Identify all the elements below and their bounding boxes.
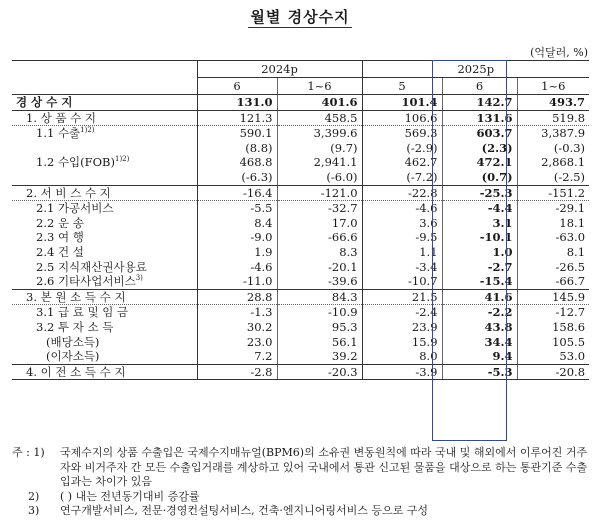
cell-value: -20.8 [517,364,589,380]
cell-value: 458.5 [277,110,362,126]
row-label-text: 1. 상 품 수 지 [26,110,97,125]
cell-value: -5.5 [197,201,277,216]
row-label [12,110,197,126]
cell-value: 569.3 [362,126,442,141]
cell-value: (2.3) [442,141,517,156]
period-header: 1~6 [277,78,362,95]
cell-value: 8.0 [362,349,442,364]
row-label [12,126,197,141]
cell-value: 519.8 [517,110,589,126]
row-label [12,201,197,216]
cell-value: -66.7 [517,274,589,289]
cell-value: 41.6 [442,289,517,305]
cell-value: 8.1 [517,245,589,260]
cell-value: 462.7 [362,155,442,170]
cell-value: (-2.9) [362,141,442,156]
table-row [12,289,589,305]
cell-value: -26.5 [517,260,589,275]
cell-value: -15.4 [442,274,517,289]
cell-value: 23.0 [197,335,277,350]
cell-value: 3,399.6 [277,126,362,141]
current-account-table [12,60,589,380]
cell-value: 39.2 [277,349,362,364]
row-label [12,260,197,275]
cell-value: -4.6 [362,201,442,216]
cell-value: 34.4 [442,335,517,350]
cell-value: -2.4 [362,305,442,320]
footnotes [12,446,592,519]
cell-value: 1.1 [362,245,442,260]
table-row [12,260,589,275]
cell-value: -10.1 [442,230,517,245]
table-row [12,305,589,320]
cell-value: -20.1 [277,260,362,275]
row-label-text: (이자소득) [46,349,100,364]
row-label [12,170,197,185]
table-row [12,95,589,111]
period-header: 5 [362,78,442,95]
footnote-ref: 1)2) [115,155,130,164]
cell-value: 2,868.1 [517,155,589,170]
cell-value: 18.1 [517,216,589,231]
cell-value: 23.9 [362,320,442,335]
unit-label: (억달러, %) [530,46,588,59]
year-header: 2024p [197,61,362,78]
cell-value: -29.1 [517,201,589,216]
row-label-text: 1.1 수출 [36,126,81,141]
cell-value: 3.6 [362,216,442,231]
table-row [12,110,589,126]
table-row [12,216,589,231]
footnote-mark: 주 : 1) [12,446,45,459]
footnote-text: 국제수지의 상품 수출입은 국제수지매뉴얼(BPM6)의 소유권 변동원칙에 따라 국내 및 해외에서 이루어진 거주자와 비거주자 간 모든 수출입거래를 계상하고 있어 국내에서 통관 신고된 물품을 대상으로 하는 통관기준 수출입과는 차이가 있음 [60,446,588,488]
table-row [12,335,589,350]
header-row-periods [12,78,589,95]
row-label-text: 3. 본 원 소 득 수 지 [26,289,126,304]
cell-value: 17.0 [277,216,362,231]
footnote-mark: 2) [28,489,40,503]
cell-value: 56.1 [277,335,362,350]
table-row [12,320,589,335]
cell-value: -12.7 [517,305,589,320]
cell-value: 15.9 [362,335,442,350]
row-label [12,289,197,305]
cell-value: 21.5 [362,289,442,305]
cell-value: -63.0 [517,230,589,245]
cell-value: 468.8 [197,155,277,170]
table-row [12,170,589,185]
cell-value: -20.3 [277,364,362,380]
cell-value: -9.5 [362,230,442,245]
cell-value: 121.3 [197,110,277,126]
cell-value: -3.4 [362,260,442,275]
row-label-text: 4. 이 전 소 득 수 지 [26,364,126,379]
cell-value: 106.6 [362,110,442,126]
row-label [12,320,197,335]
table-row [12,274,589,289]
cell-value: -2.8 [197,364,277,380]
cell-value: 28.8 [197,289,277,305]
cell-value: -5.3 [442,364,517,380]
cell-value: 590.1 [197,126,277,141]
cell-value: 95.3 [277,320,362,335]
cell-value: (9.7) [277,141,362,156]
period-header: 6 [197,78,277,95]
cell-value: -39.6 [277,274,362,289]
row-label [12,141,197,156]
cell-value: -10.7 [362,274,442,289]
cell-value: (-0.3) [517,141,589,156]
row-label [12,364,197,380]
table-row [12,141,589,156]
cell-value: 3,387.9 [517,126,589,141]
footnote-mark: 3) [28,504,40,517]
cell-value: 2,941.1 [277,155,362,170]
footnote [12,504,592,519]
row-label-text: (배당소득) [46,334,100,349]
cell-value: -3.9 [362,364,442,380]
cell-value: -4.4 [442,201,517,216]
row-label-text: 2.2 운 송 [36,215,84,230]
footnote-text: 연구개발서비스, 전문·경영컨설팅서비스, 건축·엔지니어링서비스 등으로 구성 [60,504,429,517]
row-label [12,216,197,231]
table-row [12,155,589,170]
table-row [12,126,589,141]
row-label [12,155,197,170]
cell-value: 131.6 [442,110,517,126]
table-row [12,349,589,364]
cell-value: 9.4 [442,349,517,364]
year-header: 2025p [362,61,589,78]
cell-value: (8.8) [197,141,277,156]
row-label [12,245,197,260]
footnote-ref: 1)2) [80,126,95,135]
cell-value: (-6.3) [197,170,277,185]
table-row [12,230,589,245]
row-label-text: 3.2 투 자 소 득 [36,319,114,334]
cell-value: 472.1 [442,155,517,170]
cell-value: (0.7) [442,170,517,185]
cell-value: 3.1 [442,216,517,231]
cell-value: 1.0 [442,245,517,260]
table-row [12,364,589,380]
cell-value: 1.9 [197,245,277,260]
cell-value: 101.4 [362,95,442,111]
cell-value: (-2.5) [517,170,589,185]
cell-value: -11.0 [197,274,277,289]
cell-value: 131.0 [197,95,277,111]
period-header: 1~6 [517,78,589,95]
cell-value: (-7.2) [362,170,442,185]
row-label [12,230,197,245]
row-label-text: 2.6 기타사업서비스 [36,274,136,289]
row-label [12,274,197,289]
cell-value: 8.3 [277,245,362,260]
cell-value: -25.3 [442,185,517,201]
cell-value: -4.6 [197,260,277,275]
cell-value: -1.3 [197,305,277,320]
cell-value: 145.9 [517,289,589,305]
cell-value: (-6.0) [277,170,362,185]
cell-value: 84.3 [277,289,362,305]
cell-value: 142.7 [442,95,517,111]
footnote-ref: 3) [135,274,143,283]
row-label-text: 2.5 지식재산권사용료 [36,259,147,274]
table-row [12,201,589,216]
period-header: 6 [442,78,517,95]
cell-value: -2.2 [442,305,517,320]
row-label-text: 2. 서 비 스 수 지 [26,185,111,200]
table-row [12,245,589,260]
row-label-text: 2.1 가공서비스 [36,201,114,216]
page-title: 월별 경상수지 [250,8,350,26]
cell-value: -16.4 [197,185,277,201]
cell-value: 401.6 [277,95,362,111]
cell-value: 105.5 [517,335,589,350]
cell-value: -10.9 [277,305,362,320]
cell-value: 158.6 [517,320,589,335]
row-label [12,335,197,350]
cell-value: -66.6 [277,230,362,245]
cell-value: 30.2 [197,320,277,335]
cell-value: 53.0 [517,349,589,364]
footnote [12,490,592,505]
row-label-text: 2.3 여 행 [36,230,84,245]
cell-value: -22.8 [362,185,442,201]
row-label-text: 2.4 건 설 [36,244,84,259]
cell-value: 43.8 [442,320,517,335]
cell-value: -151.2 [517,185,589,201]
table-row [12,185,589,201]
footnote-text: ( ) 내는 전년동기대비 증감률 [60,489,200,503]
row-label-text: 1.2 수입(FOB) [36,155,115,170]
cell-value: -9.0 [197,230,277,245]
cell-value: -32.7 [277,201,362,216]
cell-value: 493.7 [517,95,589,111]
cell-value: 603.7 [442,126,517,141]
cell-value: 8.4 [197,216,277,231]
footnote [12,446,592,490]
row-label [12,305,197,320]
row-label-text: 3.1 급 료 및 임 금 [36,305,129,320]
row-label [12,185,197,201]
cell-value: -2.7 [442,260,517,275]
cell-value: 7.2 [197,349,277,364]
row-label [12,95,197,111]
header-row-years [12,61,589,78]
row-label [12,349,197,364]
cell-value: -121.0 [277,185,362,201]
row-label-text: 경 상 수 지 [16,95,73,109]
